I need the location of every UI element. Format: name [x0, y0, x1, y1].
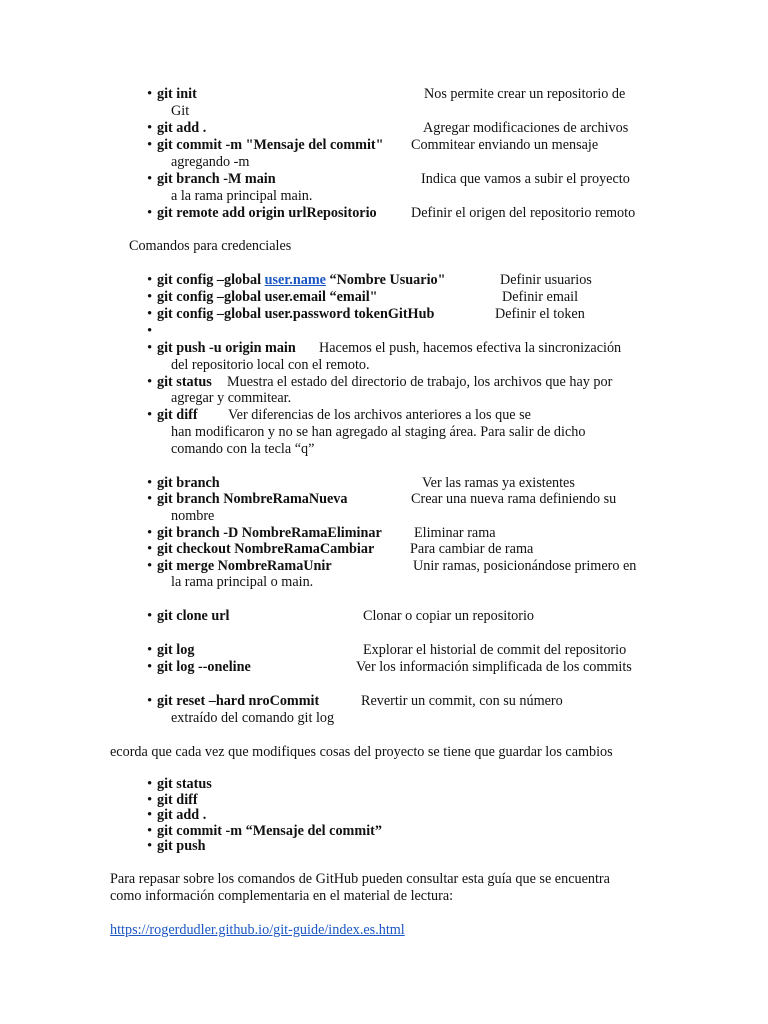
bullet: • [147, 306, 153, 322]
cmd-git-log-oneline: git log --oneline [157, 659, 251, 675]
cmd-git-branch-delete: git branch -D NombreRamaEliminar [157, 525, 382, 541]
bullet: • [147, 776, 153, 792]
desc-git-branch-m-cont: a la rama principal main. [171, 188, 313, 204]
desc-git-branch-new: Crear una nueva rama definiendo su [411, 491, 617, 507]
desc-git-init-cont: Git [171, 103, 190, 119]
cmd-git-branch-new: git branch NombreRamaNueva [157, 491, 348, 507]
cmd-git-commit: git commit -m "Mensaje del commit" [157, 137, 384, 153]
desc-git-reset-cont: extraído del comando git log [171, 710, 335, 726]
guide-text-line2: como información complementaria en el material de lectura: [110, 888, 454, 904]
bullet: • [147, 642, 153, 658]
bullet: • [147, 374, 153, 390]
bullet: • [147, 525, 153, 541]
bullet: • [147, 407, 153, 423]
desc-git-diff-cont1: han modificaron y no se han agregado al staging área. Para salir de dicho [171, 424, 586, 440]
desc-git-merge: Unir ramas, posicionándose primero en [413, 558, 637, 574]
cmd-prefix: git config –global [157, 272, 265, 288]
desc-git-merge-cont: la rama principal o main. [171, 574, 314, 590]
bullet: • [147, 541, 153, 557]
cmd-git-status: git status [157, 374, 212, 390]
desc-git-push-cont: del repositorio local con el remoto. [171, 357, 370, 373]
desc-git-clone: Clonar o copiar un repositorio [363, 608, 534, 624]
workflow-item: git commit -m “Mensaje del commit” [157, 823, 382, 839]
cmd-git-init: git init [157, 86, 197, 102]
desc-git-remote: Definir el origen del repositorio remoto [411, 205, 636, 221]
desc-git-config-password: Definir el token [495, 306, 585, 322]
bullet: • [147, 608, 153, 624]
empty-bullet: • [147, 323, 153, 339]
cmd-git-merge: git merge NombreRamaUnir [157, 558, 332, 574]
reminder-text: ecorda que cada vez que modifiques cosas del proyecto se tiene que guardar los cambios [110, 744, 613, 760]
desc-git-commit-cont: agregando -m [171, 154, 250, 170]
desc-git-branch-delete: Eliminar rama [414, 525, 496, 541]
bullet: • [147, 807, 153, 823]
bullet: • [147, 289, 153, 305]
cmd-git-config-password: git config –global user.password tokenGitHub [157, 306, 435, 322]
desc-git-status: Muestra el estado del directorio de trabajo, los archivos que hay por [227, 374, 613, 390]
desc-git-add: Agregar modificaciones de archivos [423, 120, 629, 136]
desc-git-diff-cont2: comando con la tecla “q” [171, 441, 315, 457]
guide-text-line1: Para repasar sobre los comandos de GitHub pueden consultar esta guía que se encuentra [110, 871, 610, 887]
bullet: • [147, 272, 153, 288]
bullet: • [147, 340, 153, 356]
bullet: • [147, 823, 153, 839]
bullet: • [147, 838, 153, 854]
bullet: • [147, 491, 153, 507]
bullet: • [147, 693, 153, 709]
cmd-git-branch: git branch [157, 475, 220, 491]
bullet: • [147, 86, 153, 102]
cmd-git-diff: git diff [157, 407, 198, 423]
desc-git-commit: Commitear enviando un mensaje [411, 137, 599, 153]
bullet: • [147, 171, 153, 187]
cmd-git-clone: git clone url [157, 608, 230, 624]
desc-git-checkout: Para cambiar de rama [410, 541, 534, 557]
guide-link[interactable]: https://rogerdudler.github.io/git-guide/index.es.html [110, 922, 405, 938]
cmd-git-reset: git reset –hard nroCommit [157, 693, 320, 709]
desc-git-config-email: Definir email [502, 289, 579, 305]
bullet: • [147, 792, 153, 808]
bullet: • [147, 558, 153, 574]
desc-git-init: Nos permite crear un repositorio de [424, 86, 626, 102]
cmd-git-branch-m: git branch -M main [157, 171, 276, 187]
desc-git-diff: Ver diferencias de los archivos anteriores a los que se [228, 407, 531, 423]
user-name-link[interactable]: user.name [264, 272, 326, 288]
credentials-heading: Comandos para credenciales [129, 238, 292, 254]
desc-git-log-oneline: Ver los información simplificada de los commits [356, 659, 632, 675]
cmd-git-config-name [157, 272, 446, 289]
cmd-suffix: “Nombre Usuario" [325, 272, 446, 288]
cmd-git-config-email: git config –global user.email “email" [157, 289, 378, 305]
workflow-item: git add . [157, 807, 207, 823]
cmd-git-checkout: git checkout NombreRamaCambiar [157, 541, 375, 557]
desc-git-branch: Ver las ramas ya existentes [422, 475, 575, 491]
bullet: • [147, 120, 153, 136]
desc-git-status-cont: agregar y commitear. [171, 390, 292, 406]
bullet: • [147, 205, 153, 221]
desc-git-reset: Revertir un commit, con su número [361, 693, 563, 709]
bullet: • [147, 475, 153, 491]
cmd-git-log: git log [157, 642, 195, 658]
desc-git-branch-new-cont: nombre [171, 508, 215, 524]
cmd-git-remote: git remote add origin urlRepositorio [157, 205, 377, 221]
workflow-item: git diff [157, 792, 198, 808]
bullet: • [147, 659, 153, 675]
workflow-item: git push [157, 838, 206, 854]
workflow-item: git status [157, 776, 212, 792]
cmd-git-add: git add . [157, 120, 207, 136]
desc-git-push: Hacemos el push, hacemos efectiva la sincronización [319, 340, 622, 356]
bullet: • [147, 137, 153, 153]
desc-git-config-name: Definir usuarios [500, 272, 592, 288]
desc-git-branch-m: Indica que vamos a subir el proyecto [421, 171, 630, 187]
desc-git-log: Explorar el historial de commit del repositorio [363, 642, 627, 658]
cmd-git-push: git push -u origin main [157, 340, 296, 356]
